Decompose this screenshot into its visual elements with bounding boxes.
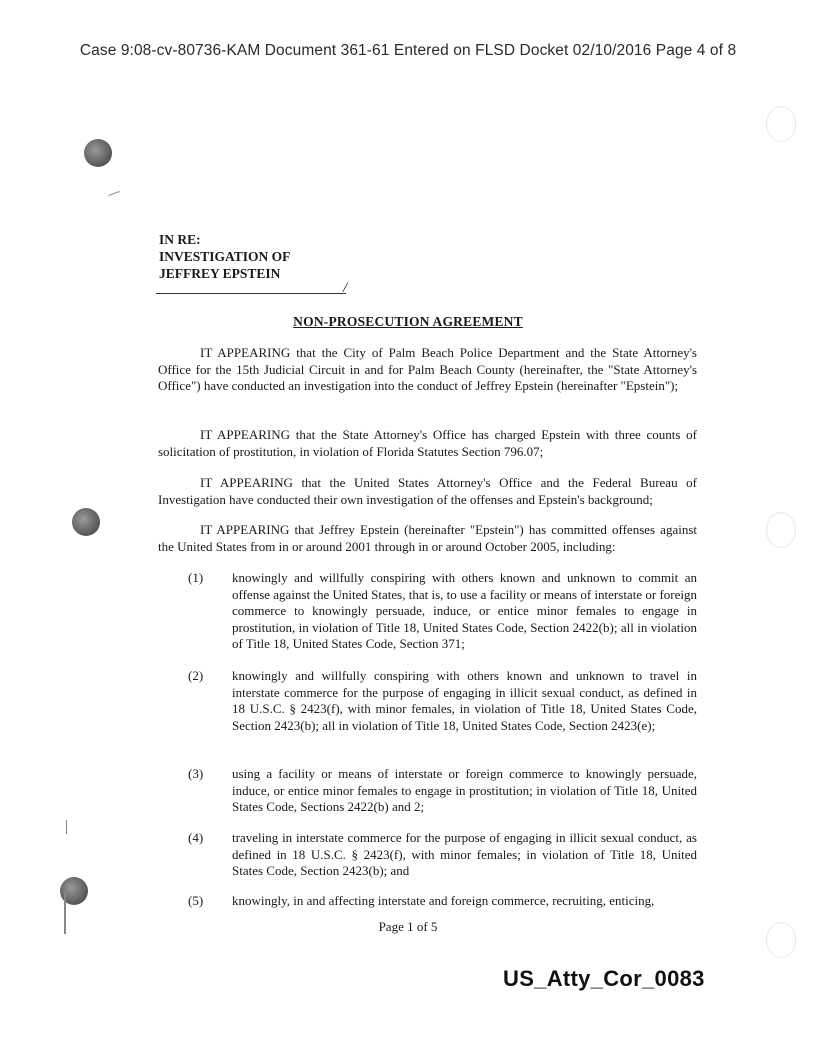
- whereas-paragraph-1: IT APPEARING that the City of Palm Beach Police Department and the State Attorney's Office for the 15th Judicial Circuit in and for Palm Beach County (hereinafter, the "State Attorney's Office") have conducted an investigation into the conduct of Jeffrey Epstein (hereinafter "Epstein");: [158, 345, 697, 394]
- scan-speck: [108, 191, 120, 196]
- punch-ring-right-middle: [766, 512, 796, 548]
- whereas-paragraph-3: IT APPEARING that the United States Attorney's Office and the Federal Bureau of Investigation have conducted their own investigation of the offenses and Epstein's background;: [158, 475, 697, 507]
- page-number: Page 1 of 5: [378, 919, 438, 934]
- punch-hole-top: [84, 139, 112, 167]
- offense-item-number: (3): [188, 766, 204, 781]
- caption-subject-name: JEFFREY EPSTEIN: [159, 266, 281, 281]
- offense-item-number: (2): [188, 668, 204, 683]
- bates-number: US_Atty_Cor_0083: [503, 966, 705, 991]
- offense-item-3: [188, 766, 697, 816]
- caption-investigation-of: INVESTIGATION OF: [159, 249, 291, 264]
- offense-item-5: [188, 893, 697, 910]
- punch-ring-right-top: [766, 106, 796, 142]
- offense-item-text: traveling in interstate commerce for the purpose of engaging in illicit sexual conduct, as defined in 18 U.S.C. § 2423(f), with minor females; in violation of Title 18, United States Code, Section 2423(b); and: [232, 830, 697, 879]
- caption-in-re: IN RE:: [159, 232, 201, 247]
- offense-item-number: (1): [188, 570, 204, 585]
- whereas-paragraph-4: IT APPEARING that Jeffrey Epstein (hereinafter "Epstein") has committed offenses against the United States from in or around 2001 through in or around October 2005, including:: [158, 522, 697, 554]
- scan-speck: [66, 820, 67, 834]
- offense-item-text: knowingly and willfully conspiring with others known and unknown to travel in interstate commerce for the purpose of engaging in illicit sexual conduct, as defined in 18 U.S.C. § 2423(f), with minor females, in violation of Title 18, United States Code, Section 2423(b); all in violation of Title 18, United States Code, Section 2423(e);: [232, 668, 697, 733]
- whereas-paragraph-2: IT APPEARING that the State Attorney's Office has charged Epstein with three counts of solicitation of prostitution, in violation of Florida Statutes Section 796.07;: [158, 427, 697, 459]
- offense-item-text: using a facility or means of interstate or foreign commerce to knowingly persuade, induce, or entice minor females to engage in prostitution; in violation of Title 18, United States Code, Sections 2422(b) and 2;: [232, 766, 697, 815]
- offense-item-text: knowingly, in and affecting interstate and foreign commerce, recruiting, enticing,: [232, 893, 655, 908]
- court-filing-header: Case 9:08-cv-80736-KAM Document 361-61 Entered on FLSD Docket 02/10/2016 Page 4 of 8: [79, 42, 737, 59]
- punch-hole-middle: [72, 508, 100, 536]
- offense-item-text: knowingly and willfully conspiring with others known and unknown to commit an offense against the United States, that is, to use a facility or means of interstate or foreign commerce to knowingly persuade, induce, or entice minor females to engage in prostitution, in violation of Title 18, United States Code, Section 2422(b); all in violation of Title 18, United States Code, Section 371;: [232, 570, 697, 652]
- offense-item-1: [188, 570, 697, 653]
- agreement-title: NON-PROSECUTION AGREEMENT: [293, 314, 523, 329]
- case-caption: [159, 231, 290, 282]
- caption-underline: [156, 293, 346, 294]
- offense-item-2: [188, 668, 697, 734]
- offense-item-number: (5): [188, 893, 204, 908]
- offense-item-4: [188, 830, 697, 880]
- offense-item-number: (4): [188, 830, 204, 845]
- caption-slash: /: [343, 280, 348, 296]
